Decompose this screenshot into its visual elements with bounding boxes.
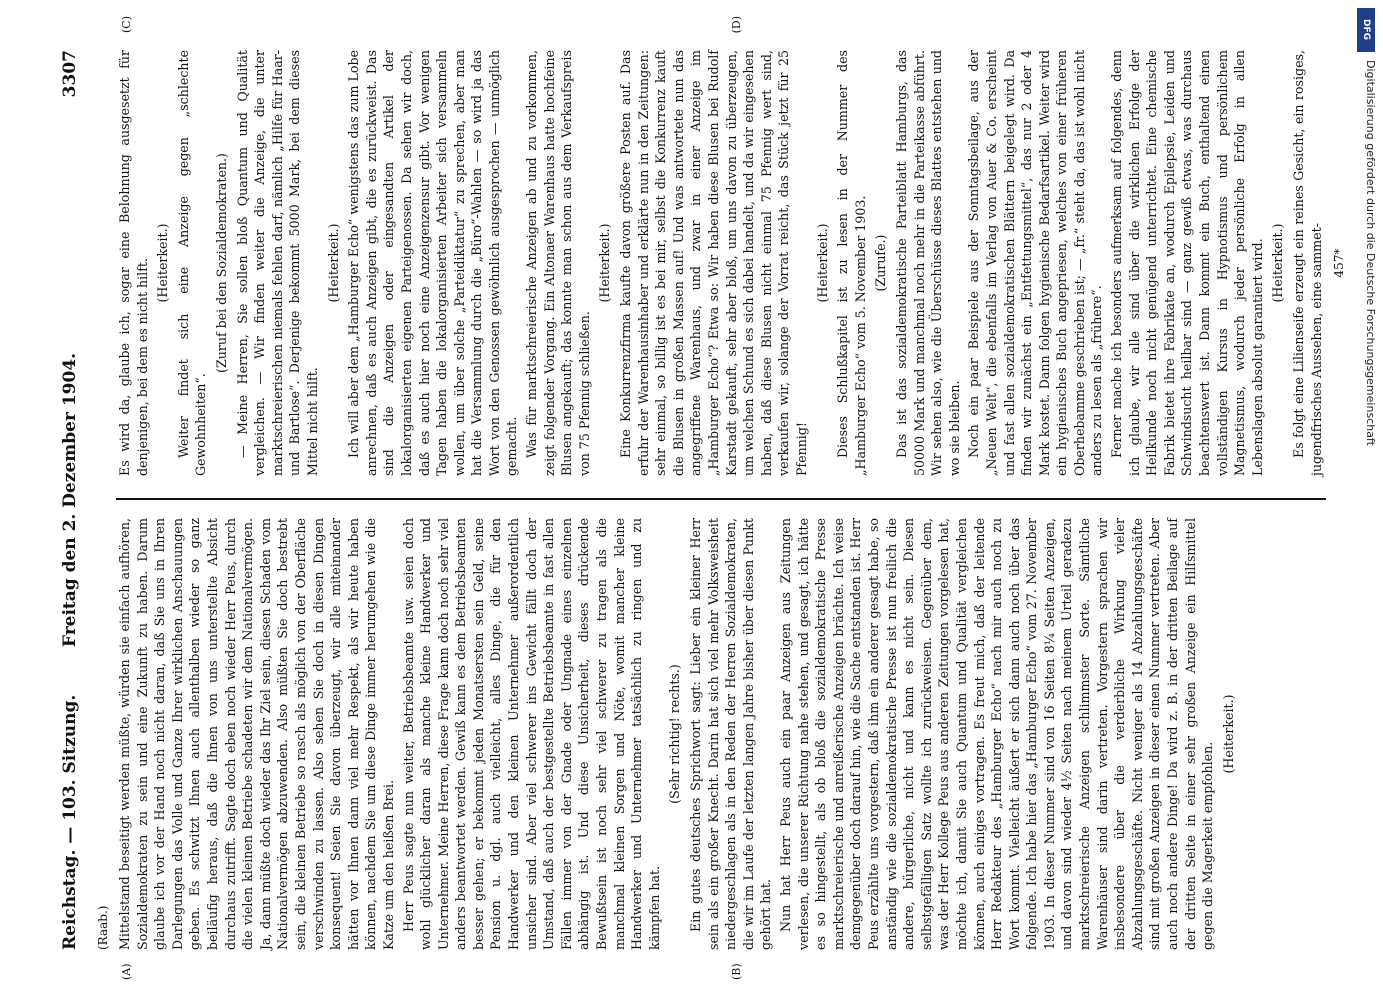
paragraph: Nun hat Herr Peus auch ein paar Anzeigen aus Zeitungen verlesen, die unserer Richtung nahe stehen, und gesagt, ich hätte es so hingestellt, als ob bloß die sozialdemokratische Presse marktschreierische und anreißerische Anzeigen brächte. Ich weise demgegenüber doch darauf hin, wie die Sache entstanden ist. Herr Peus erzählte uns vorgestern, daß ihm ein anderer gesagt habe, so anständig wie die sozialdemokratische Presse ist nun freilich die andere, bürgerliche, nicht und kann es nicht sein. Diesen selbstgefälligen Satz wollte ich zurückweisen. Gegenüber dem, was der Herr Kollege Peus aus anderen Zeitungen vorgelesen hat, möchte ich, damit Sie auch Quantum und Qualität vergleichen können, auch einiges vortragen. Es freut mich, daß der leitende Herr Redakteur des „Hamburger Echo“ nach mir auch noch zu Wort kommt. Vielleicht äußert er sich dann auch noch über das folgende. Ich habe hier das „Hamburger Echo“ vom 27. November 1903. In dieser Nummer sind von 16 Seiten 8¼ Seiten Anzeigen, und davon sind wieder 4½ Seiten nach meinem Urteil geradezu marktschreierische Anzeigen schlimmster Sorte. Sämtliche Warenhäuser sind darin vertreten. Vorgestern sprachen wir insbesondere über die verderbliche Wirkung vieler Abzahlungsgeschäfte. Nicht weniger als 14 Abzahlungsgeschäfte sind mit großen Anzeigen in dieser einen Nummer vertreten. Aber auch noch andere Dinge! Da wird z. B. in der dritten Beilage auf der dritten Seite in einer sehr großen Anzeige ein Hilfsmittel gegen die Magerkeit empfohlen. [777, 518, 1216, 950]
paragraph: Was für marktschreierische Anzeigen ab und zu vorkommen, zeigt folgender Vorgang. Ein Altonaer Warenhaus hatte hochfeine Blusen angekauft; das konnte man schon aus dem Verkaufspreis von 75 Pfennig schließen. [524, 50, 592, 476]
paragraph: Ich will aber dem „Hamburger Echo“ wenigstens das zum Lobe anrechnen, daß es auch Anzeigen gibt, die es zurückweist. Das sind die Anzeigen oder eingesandten Artikel der lokalorganisierten eigenen Parteigenossen. Da sehen wir doch, daß es auch hier noch eine Anzeigenzensur gibt. Vor wenigen Tagen haben die lokalorganisierten Arbeiter sich versammeln wollen, um über solche „Parteidiktatur“ zu sprechen, aber man hat die Versammlung durch die „Büro“-Wahlen — so wird ja das Wort von den Genossen gewöhnlich ausgesprochen — unmöglich gemacht. [346, 50, 520, 476]
paragraph: Das ist das sozialdemokratische Parteiblatt Hamburgs, das 50000 Mark und manchmal noch mehr in die Parteikasse abführt. Wir sehen also, wie die Überschüsse dieses Blattes entstehen und wo sie bleiben. [893, 50, 962, 476]
right-column [116, 16, 1347, 500]
page-header [60, 50, 86, 950]
interjection: (Sehr richtig! rechts.) [667, 664, 683, 804]
margin-mark-c: (C) [120, 16, 133, 33]
header-date: Freitag den 2. Dezember 1904. [60, 352, 80, 648]
margin-mark-d: (D) [730, 16, 743, 34]
paragraph: — Meine Herren, Sie sollen bloß Quantum und Qualität vergleichen. — Wir finden weiter die Anzeige, die unter marktschreierischen niemals fehlen darf, nämlich „Hilfe für Haar- und Bartlose“. Derjenige bekommt 5000 Mark, bei dem dieses Mittel nicht hilft. [234, 50, 320, 476]
speaker-name: (Raab.) [96, 905, 110, 950]
interjection: (Heiterkeit.) [325, 223, 341, 303]
paragraph: Mittelstand beseitigt werden müßte, würden sie einfach aufhören, Sozialdemokraten zu sein und eine Zukunft zu haben. Darum glaube ich vor der Hand noch nicht daran, daß Sie uns in Ihren Darlegungen das Volle und Ganze Ihrer wirklichen Anschauungen geben. Es schwitzt Ihnen auch allenthalben wieder so ganz beiläufig heraus, daß die Ihnen von uns unterstellte Absicht durchaus zutrifft. Sagte doch eben noch wieder Herr Peus, durch die vielen kleinen Betriebe schadeten wir dem Nationalvermögen. Ja, dann müßte doch wieder das Ihr Ziel sein, diesen Schaden vom Nationalvermögen abzuwenden. Also müßten Sie doch bestrebt sein, die kleinen Betriebe so rasch als möglich von der Oberfläche verschwinden zu lassen. Also sehen Sie doch in diesen Dingen konsequent! Seien Sie davon überzeugt, wir alle miteinander hätten vor Ihnen dann viel mehr Respekt, als wir heute haben können, nachdem Sie um diese Dinge immer herumgehen wie die Katze um den heißen Brei. [117, 518, 396, 950]
funding-note: Digitalisierung gefördert durch die Deutsche Forschungsgemeinschaft [1364, 60, 1377, 446]
interjection: (Heiterkeit.) [1270, 223, 1286, 303]
paragraph: Herr Peus sagte nun weiter, Betriebsbeamte usw. seien doch wohl glücklicher daran als manche kleine Handwerker und Unternehmer. Meine Herren, diese Frage kann doch noch sehr viel anders beantwortet werden. Gewiß kann es dem Betriebsbeamten besser gehen; er bekommt jeden Monatsersten sein Geld, seine Pension u. dgl. auch vielleicht, alles Dinge, die für den Handwerker und den kleinen Unternehmer außerordentlich unsicher sind. Aber viel schwerer ins Gewicht fällt doch der Umstand, daß auch der bestgestellte Betriebsbeamte in fast allen Fällen immer von der Gnade oder Ungnade eines einzelnen abhängig ist. Und diese Unsicherheit, dieses drückende Bewußtsein ist noch sehr viel schwerer zu tragen als die manchmal kleinen Sorgen und Nöte, womit mancher kleine Handwerker und Unternehmer tatsächlich zu ringen und zu kämpfen hat. [400, 518, 662, 950]
interjection: (Heiterkeit.) [155, 223, 171, 303]
dfg-side-note [1357, 8, 1377, 998]
interjection: (Heiterkeit.) [1220, 694, 1236, 774]
header-left: Reichstag. — 103. Sitzung. [60, 694, 80, 950]
paragraph: Ferner mache ich besonders aufmerksam auf folgendes, denn ich glaube, wir alle sind über die wirklichen Erfolge der Heilkunde noch nicht genügend unterrichtet. Eine chemische Fabrik bietet ihre Fabrikate an, wodurch Epilepsie, Leiden und Schwindsucht heilbar sind — ganz gewiß etwas, was durchaus beachtenswert ist. Dann kommt ein Buch, enthaltend einen vollständigen Kursus in Hypnotismus und persönlichem Magnetismus, wodurch jeder persönliche Erfolg in allen Lebenslagen absolut garantiert wird. [1109, 50, 1265, 476]
paragraph: Eine Konkurrenzfirma kaufte davon größere Posten auf. Das erfuhr der Warenhausinhaber und erklärte nun in den Zeitungen: sehr einmal, so billig ist es bei mir, selbst die Konkurrenz kauft die Blusen in großen Massen auf! Und was antwortete nun das angegriffene Warenhaus, und zwar in einer Anzeige im „Hamburger Echo“? Etwa so: Wir haben diese Blusen bei Rudolf Karstadt gekauft, sehr aber bloß, um uns davon zu überzeugen, um welchen Schund es sich dabei handelt, und da wir eingesehen haben, daß diese Blusen nicht einmal 75 Pfennig wert sind, verkaufen wir, solange der Vorrat reicht, das Stück jetzt für 25 Pfennig! [618, 50, 809, 476]
paragraph: Weiter findet sich eine Anzeige gegen „schlechte Gewohnheiten“. [175, 50, 209, 476]
text-columns [116, 16, 1347, 980]
paragraph: Noch ein paar Beispiele aus der Sonntagsbeilage, aus der „Neuen Welt“, die ebenfalls im Verlag von Auer & Co. erscheint und fast allen sozialdemokratischen Blättern beigelegt wird. Da finden wir zunächst ein „Entfettungsmittel“, das nur 2 oder 4 Mark kostet. Dann folgen hygienische Bedarfsartikel. Weiter wird ein hygienisches Buch angepriesen, welches von einer früheren Oberhebamme geschrieben ist; — „fr.“ steht da, das ist wohl nicht anders zu lesen als „frühere“. [966, 50, 1105, 476]
interjection: (Zuruf bei den Sozialdemokraten.) [213, 153, 229, 373]
interjection: (Heiterkeit.) [814, 223, 830, 303]
paragraph: Ein gutes deutsches Sprichwort sagt: Lieber ein kleiner Herr sein als ein großer Knecht. Darin hat sich viel mehr Volksweisheit niedergeschlagen als in den Reden der Herren Sozialdemokraten, die wir im Laufe der letzten langen Jahre bisher über diesen Punkt gehört hat. [688, 518, 774, 950]
margin-mark-a: (A) [120, 963, 133, 980]
paragraph: Es folgt eine Lilienseife erzeugt ein reines Gesicht, ein rosiges, jugendfrisches Aussehen, eine sammet- [1291, 50, 1324, 476]
margin-mark-b: (B) [730, 963, 743, 980]
page-number: 3307 [60, 50, 80, 98]
dfg-logo: DFG [1357, 8, 1375, 52]
paragraph: Dieses Schlußkapitel ist zu lesen in der Nummer des „Hamburger Echo“ vom 5. November 1903. [835, 50, 868, 476]
left-column [116, 500, 1326, 980]
paragraph: Es wird da, glaube ich, sogar eine Belohnung ausgesetzt für denjenigen, bei dem es nicht hilft. [117, 50, 150, 476]
sheet-signature: 457* [1332, 248, 1347, 278]
interjection: (Zurufe.) [873, 234, 889, 292]
interjection: (Heiterkeit.) [597, 223, 613, 303]
